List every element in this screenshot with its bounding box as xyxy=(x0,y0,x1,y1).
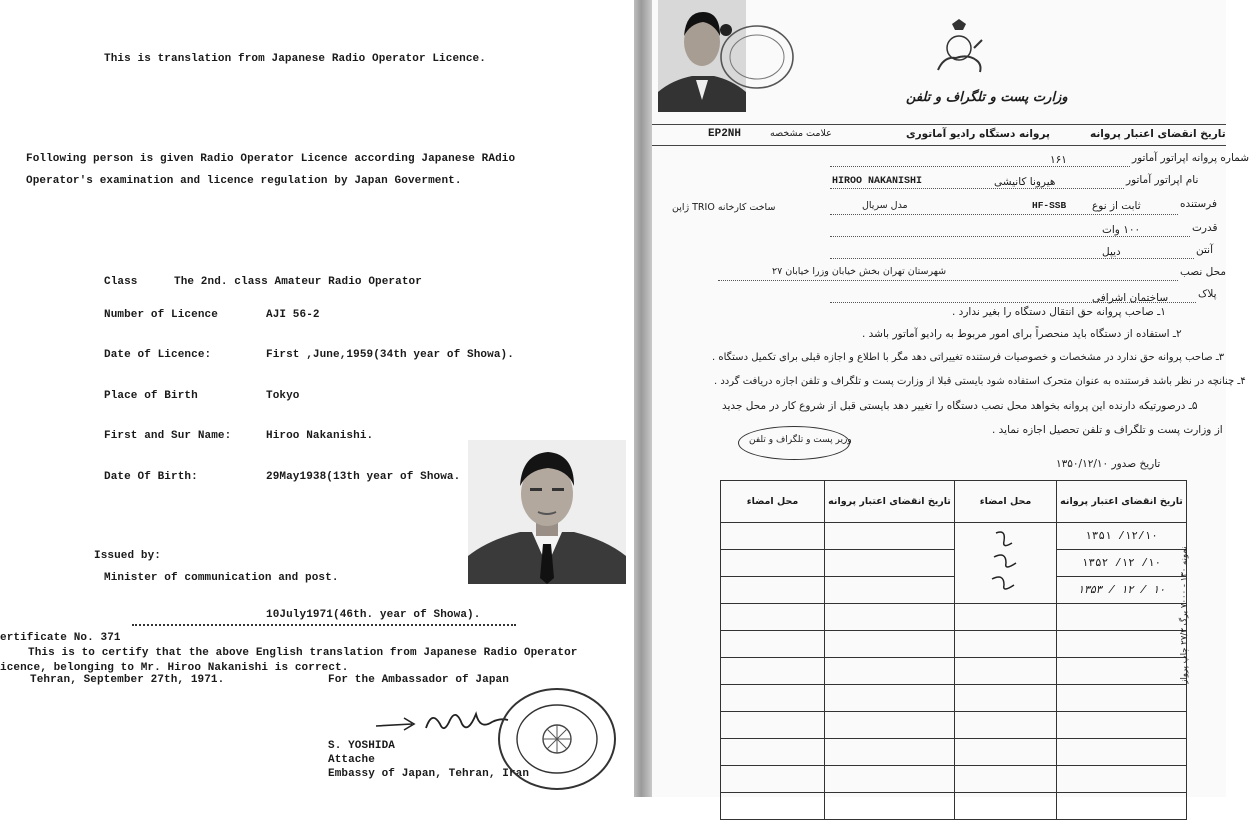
rule-2: ۲ـ استفاده از دستگاه باید منحصراً برای امور مربوط به رادیو آماتور باشد . xyxy=(862,328,1182,340)
table-row xyxy=(721,685,1187,712)
field-value-class: The 2nd. class Amateur Radio Operator xyxy=(174,276,422,288)
row-latin-transmitter: HF-SSB xyxy=(1032,200,1067,211)
ministry-signature-stamp xyxy=(738,426,850,460)
intro-line-2: Operator's examination and licence regulation by Japan Goverment. xyxy=(26,175,462,187)
table-row xyxy=(721,631,1187,658)
callsign-label: علامت مشخصه xyxy=(770,128,832,139)
row-line-operator-name xyxy=(830,188,1124,189)
field-value-name: Hiroo Nakanishi. xyxy=(266,430,374,442)
validity-label: تاریخ انقضای اعتبار پروانه xyxy=(1090,128,1226,140)
portrait-photo xyxy=(468,440,626,584)
row-line-licence-no xyxy=(830,166,1130,167)
header-rule-top xyxy=(652,124,1226,125)
embassy-seal xyxy=(494,686,620,792)
table-row xyxy=(721,577,1187,604)
table-row xyxy=(721,604,1187,631)
table-row xyxy=(721,766,1187,793)
issuer-name: Minister of communication and post. xyxy=(104,572,339,584)
row-label-plate: پلاک xyxy=(1198,288,1217,300)
validity-history-table xyxy=(720,480,1187,820)
row-value-power: ۱۰۰ وات xyxy=(1102,224,1141,236)
header-rule-bottom xyxy=(652,145,1226,146)
field-label-name: First and Sur Name: xyxy=(104,430,232,442)
table-row xyxy=(721,550,1187,577)
side-print-note xyxy=(1179,520,1224,720)
row-label-antenna: آنتن xyxy=(1196,244,1214,256)
right-page-persian-licence xyxy=(652,0,1249,797)
rule-1: ۱ـ صاحب پروانه حق انتقال دستگاه را بغیر ندارد . xyxy=(952,306,1166,318)
oval-stamp-photo xyxy=(718,22,796,92)
table-row xyxy=(721,739,1187,766)
rule-5: ۵ـ درصورتیکه دارنده این پروانه بخواهد محل نصب دستگاه را تغییر دهد بایستی قبل از شروع کار در محل جدید xyxy=(722,400,1198,412)
handwritten-signatures xyxy=(976,527,1036,597)
row-line-transmitter xyxy=(830,214,1178,215)
row-value-antenna: دیپل xyxy=(1102,246,1121,258)
row-maker-transmitter: ساخت کارخانه TRIO ژاپن xyxy=(672,202,776,213)
embassy-seal-drawing xyxy=(494,686,620,792)
row-value-transmitter: ثابت از نوع xyxy=(1092,200,1141,212)
left-page-translation xyxy=(0,0,636,797)
row-label-licence-no: شماره پروانه اپراتور آماتور xyxy=(1132,152,1249,164)
signer-name: S. YOSHIDA xyxy=(328,740,396,752)
table-header-signature-2: محل امضاء xyxy=(721,481,825,523)
portrait-photo-drawing xyxy=(468,440,626,584)
intro-line-1: Following person is given Radio Operator Licence according Japanese RAdio xyxy=(26,153,516,165)
rule-3: ۳ـ صاحب پروانه حق ندارد در مشخصات و خصوصیات فرستنده تغییراتی دهد مگر با اطلاع و اجازه قبلی برای تکمیل دستگاه . xyxy=(712,352,1225,363)
table-row xyxy=(721,712,1187,739)
table-date-3: ۱۳۵۳ / ۱۲ / ۱۰ xyxy=(1057,577,1187,604)
issue-date-persian: تاریخ صدور ۱۳۵۰/۱۲/۱۰ xyxy=(1056,458,1161,470)
table-header-signature-1: محل امضاء xyxy=(955,481,1057,523)
row-line-antenna xyxy=(830,258,1194,259)
callsign: EP2NH xyxy=(708,128,742,140)
for-ambassador: For the Ambassador of Japan xyxy=(328,674,509,686)
stamp-text: وزیر پست و تلگراف و تلفن xyxy=(749,435,852,445)
field-value-birthplace: Tokyo xyxy=(266,390,300,402)
row-label-power: قدرت xyxy=(1192,222,1218,234)
certificate-line-2: icence, belonging to Mr. Hiroo Nakanishi is correct. xyxy=(0,662,349,674)
issue-date: 10July1971(46th. year of Showa). xyxy=(266,609,481,621)
field-value-birthdate: 29May1938(13th year of Showa. xyxy=(266,471,461,483)
table-date-1: ۱۳۵۱ /۱۲/۱۰ xyxy=(1057,523,1187,550)
document-title: پروانه دستگاه رادیو آماتوری xyxy=(906,128,1050,140)
field-value-licence-number: AJI 56-2 xyxy=(266,309,320,321)
table-row xyxy=(721,793,1187,820)
place-and-date: Tehran, September 27th, 1971. xyxy=(30,674,225,686)
signer-title: Attache xyxy=(328,754,375,766)
table-header-validity-1: تاریخ انقضای اعتبار پروانه xyxy=(1057,481,1187,523)
row-line-location xyxy=(718,280,1178,281)
table-row xyxy=(721,523,1187,550)
certificate-line-1: This is to certify that the above English translation from Japanese Radio Operator xyxy=(28,647,578,659)
row-line-power xyxy=(830,236,1190,237)
field-label-birthdate: Date Of Birth: xyxy=(104,471,198,483)
row-latin-operator-name: HIROO NAKANISHI xyxy=(832,176,923,187)
row-label-operator-name: نام اپراتور آماتور xyxy=(1126,174,1199,186)
dotted-separator xyxy=(132,624,516,626)
field-label-class: Class xyxy=(104,276,138,288)
row-value-licence-no: ۱۶۱ xyxy=(1050,154,1067,166)
side-note-text: نمونه ۱۳۰ - ۷۰۰۰ برگ ۲۷/۳ چاپ پرواز xyxy=(1179,546,1190,684)
row-value-location: شهرستان تهران بخش خیابان وزرا خیابان ۲۷ xyxy=(772,266,947,277)
certificate-number: ertificate No. 371 xyxy=(0,632,121,644)
row-value-operator-name: هیرونا کانیشی xyxy=(994,176,1056,188)
row-extra-transmitter: مدل سریال xyxy=(862,200,908,211)
field-value-licence-date: First ,June,1959(34th year of Showa). xyxy=(266,349,514,361)
row-label-transmitter: فرستنده xyxy=(1180,198,1217,210)
rule-4: ۴ـ چنانچه در نظر باشد فرستنده به عنوان متحرک استفاده شود بایستی قبلا از وزارت پست و تلگراف و تلفن اجازه دریافت گردد . xyxy=(714,376,1246,387)
field-label-licence-date: Date of Licence: xyxy=(104,349,212,361)
rule-5-continued: از وزارت پست و تلگراف و تلفن تحصیل اجازه نماید . xyxy=(992,424,1223,436)
field-label-birthplace: Place of Birth xyxy=(104,390,198,402)
lion-and-sun-emblem xyxy=(930,18,988,76)
table-header-row xyxy=(721,481,1187,523)
table-date-2: ۱۳۵۲ /۱۲ /۱۰ xyxy=(1057,550,1187,577)
row-label-location: محل نصب xyxy=(1180,266,1227,278)
page-divider xyxy=(634,0,652,797)
row-value-plate: ساختمان اشرافی xyxy=(1092,292,1169,304)
translation-header: This is translation from Japanese Radio Operator Licence. xyxy=(104,53,486,65)
table-header-validity-2: تاریخ انقضای اعتبار پروانه xyxy=(825,481,955,523)
issued-by-label: Issued by: xyxy=(94,550,162,562)
field-label-licence-number: Number of Licence xyxy=(104,309,218,321)
ministry-name: وزارت پست و تلگراف و تلفن xyxy=(906,90,1068,105)
signature-yoshida xyxy=(372,700,512,744)
signature-marks-cell xyxy=(955,523,1057,604)
signer-organization: Embassy of Japan, Tehran, Iran xyxy=(328,768,530,780)
table-row xyxy=(721,658,1187,685)
